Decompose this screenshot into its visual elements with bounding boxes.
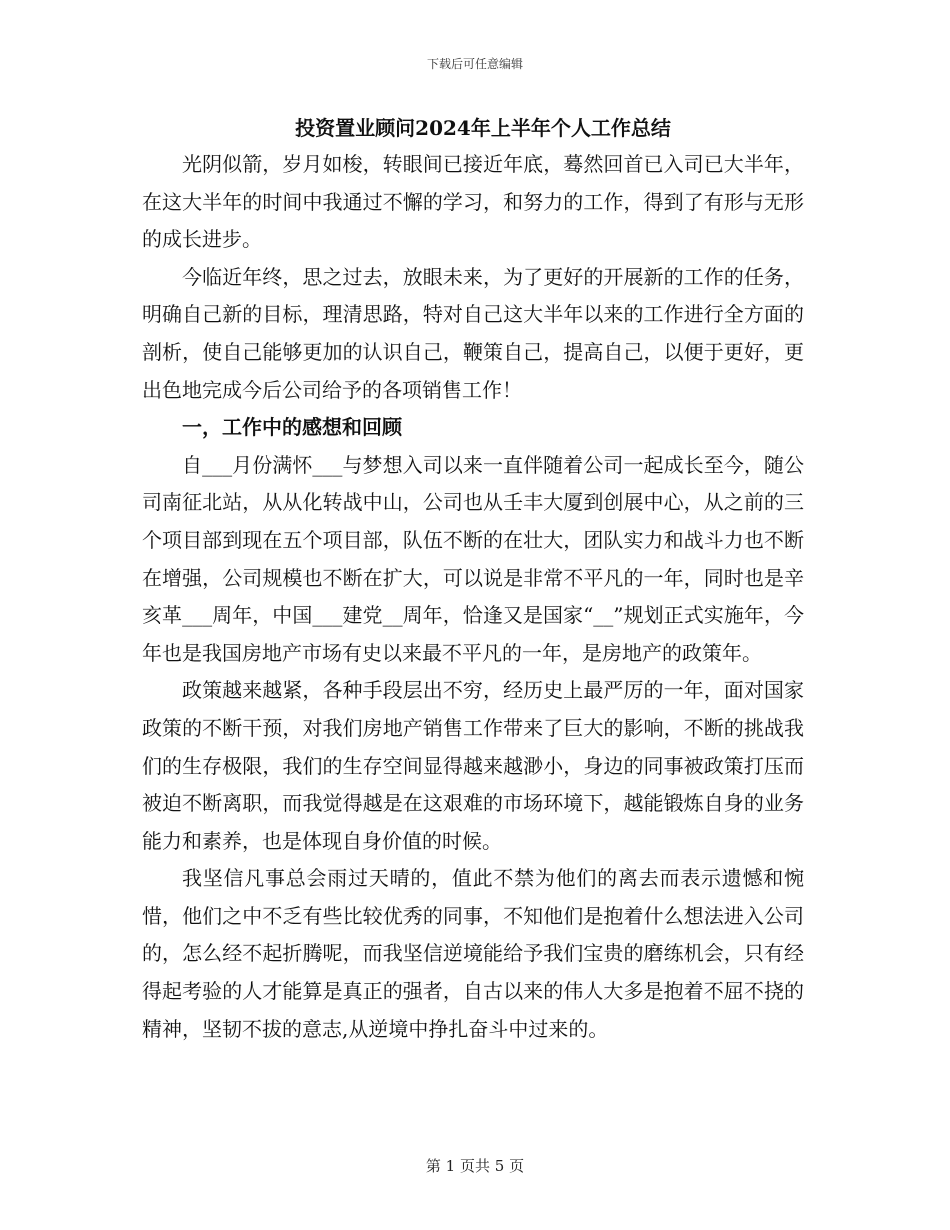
- document-title: 投资置业顾问2024年上半年个人工作总结: [295, 116, 671, 140]
- paragraph-section1-1: 自___月份满怀___与梦想入司以来一直伴随着公司一起成长至今，随公司南征北站，从从化转战中山，公司也从壬丰大厦到创展中心，从之前的三个项目部到现在五个项目部，队伍不断的在壮大，团队实力和战斗力也不断在增强，公司规模也不断在扩大，可以说是非常不平凡的一年，同时也是辛亥革___周年，中国___建党__周年，恰逢又是国家“__”规划正式实施年，今年也是我国房地产市场有史以来最不平凡的一年，是房地产的政策年。: [142, 452, 804, 665]
- paragraph-section1-3: 我坚信凡事总会雨过天晴的，值此不禁为他们的离去而表示遗憾和惋惜，他们之中不乏有些比较优秀的同事，不知他们是抱着什么想法进入公司的，怎么经不起折腾呢，而我坚信逆境能给予我们宝贵的磨练机会，只有经得起考验的人才能算是真正的强者，自古以来的伟人大多是抱着不屈不挠的精神，坚韧不拔的意志,从逆境中挣扎奋斗中过来的。: [142, 866, 804, 1041]
- paragraph-intro-2: 今临近年终，思之过去，放眼未来，为了更好的开展新的工作的任务，明确自己新的目标，理清思路，特对自己这大半年以来的工作进行全方面的剖析，使自己能够更加的认识自己，鞭策自己，提高自己，以便于更好，更出色地完成今后公司给予的各项销售工作！: [142, 264, 804, 402]
- paragraph-intro-1: 光阴似箭，岁月如梭，转眼间已接近年底，蓦然回首已入司已大半年，在这大半年的时间中我通过不懈的学习，和努力的工作，得到了有形与无形的成长进步。: [142, 152, 804, 252]
- header-note: 下载后可任意编辑: [426, 57, 523, 71]
- document-body: [142, 110, 804, 1048]
- section-heading: 一，工作中的感想和回顾: [182, 415, 402, 440]
- paragraph-section1-2: 政策越来越紧，各种手段层出不穷，经历史上最严厉的一年，面对国家政策的不断干预，对我们房地产销售工作带来了巨大的影响，不断的挑战我们的生存极限，我们的生存空间显得越来越渺小，身边的同事被政策打压而被迫不断离职，而我觉得越是在这艰难的市场环境下，越能锻炼自身的业务能力和素养，也是体现自身价值的时候。: [142, 678, 804, 853]
- page-number: 第 1 页共 5 页: [425, 1157, 525, 1175]
